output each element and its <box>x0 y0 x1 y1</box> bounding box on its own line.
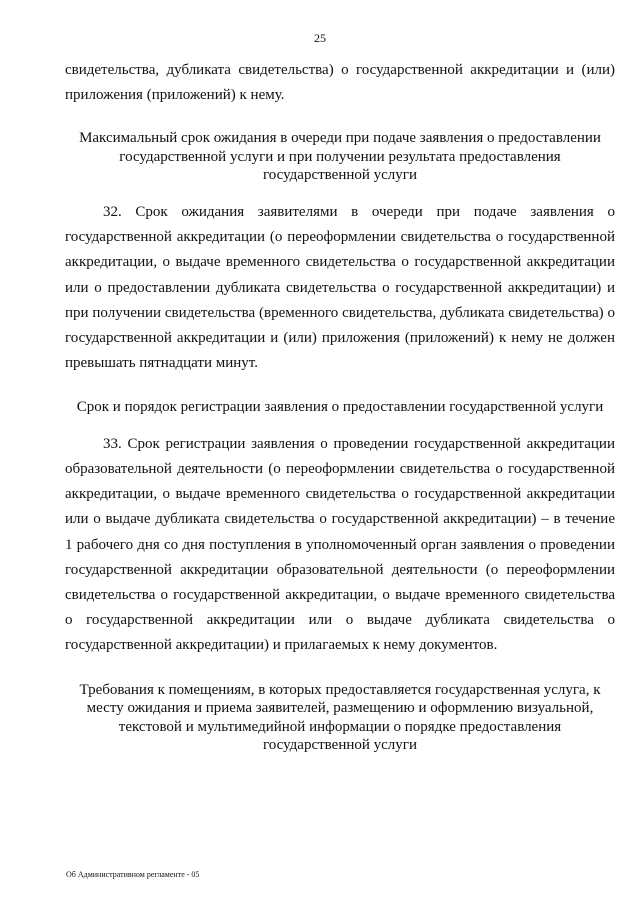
section-heading-registration: Срок и порядок регистрации заявления о предоставлении государственной услуги <box>76 399 604 416</box>
paragraph-continued: свидетельства, дубликата свидетельства) о государственной аккредитации и (или) приложения (приложений) к нему. <box>65 62 615 104</box>
section-heading-premises: Требования к помещениям, в которых предоставляется государственная услуга, к месту ожидания и приема заявителей, размещению и оформлению визуальной, текстовой и мультимедийной информации о порядке предоставления государственной услуги <box>79 681 601 754</box>
footer-note: Об Административном регламенте - 05 <box>66 870 200 879</box>
paragraph-32: 32. Срок ожидания заявителями в очереди при подаче заявления о государственной аккредитации (о переоформлении свидетельства о государственной аккредитации, о выдаче временного свидетельства о государственной аккредитации или о предоставлении дубликата свидетельства о государственной аккредитации) и при получении свидетельства (временного свидетельства, дубликата свидетельства) о государственной аккредитации и (или) приложения (приложений) к нему не должен превышать пятнадцати минут. <box>65 203 615 372</box>
section-heading-waiting-time: Максимальный срок ожидания в очереди при подаче заявления о предоставлении государственной услуги и при получении результата предоставления государственной услуги <box>79 130 601 184</box>
paragraph-33: 33. Срок регистрации заявления о проведении государственной аккредитации образовательной деятельности (о переоформлении свидетельства о государственной аккредитации, о выдаче временного свидетельства о государственной аккредитации или о выдаче дубликата свидетельства о государственной аккредитации) – в течение 1 рабочего дня со дня поступления в уполномоченный орган заявления о проведении государственной аккредитации образовательной деятельности (о переоформлении свидетельства о государственной аккредитации, о выдаче временного свидетельства о государственной аккредитации или о выдаче дубликата свидетельства о государственной аккредитации) и прилагаемых к нему документов. <box>65 435 615 654</box>
document-body <box>65 58 615 755</box>
page-number: 25 <box>314 31 326 45</box>
